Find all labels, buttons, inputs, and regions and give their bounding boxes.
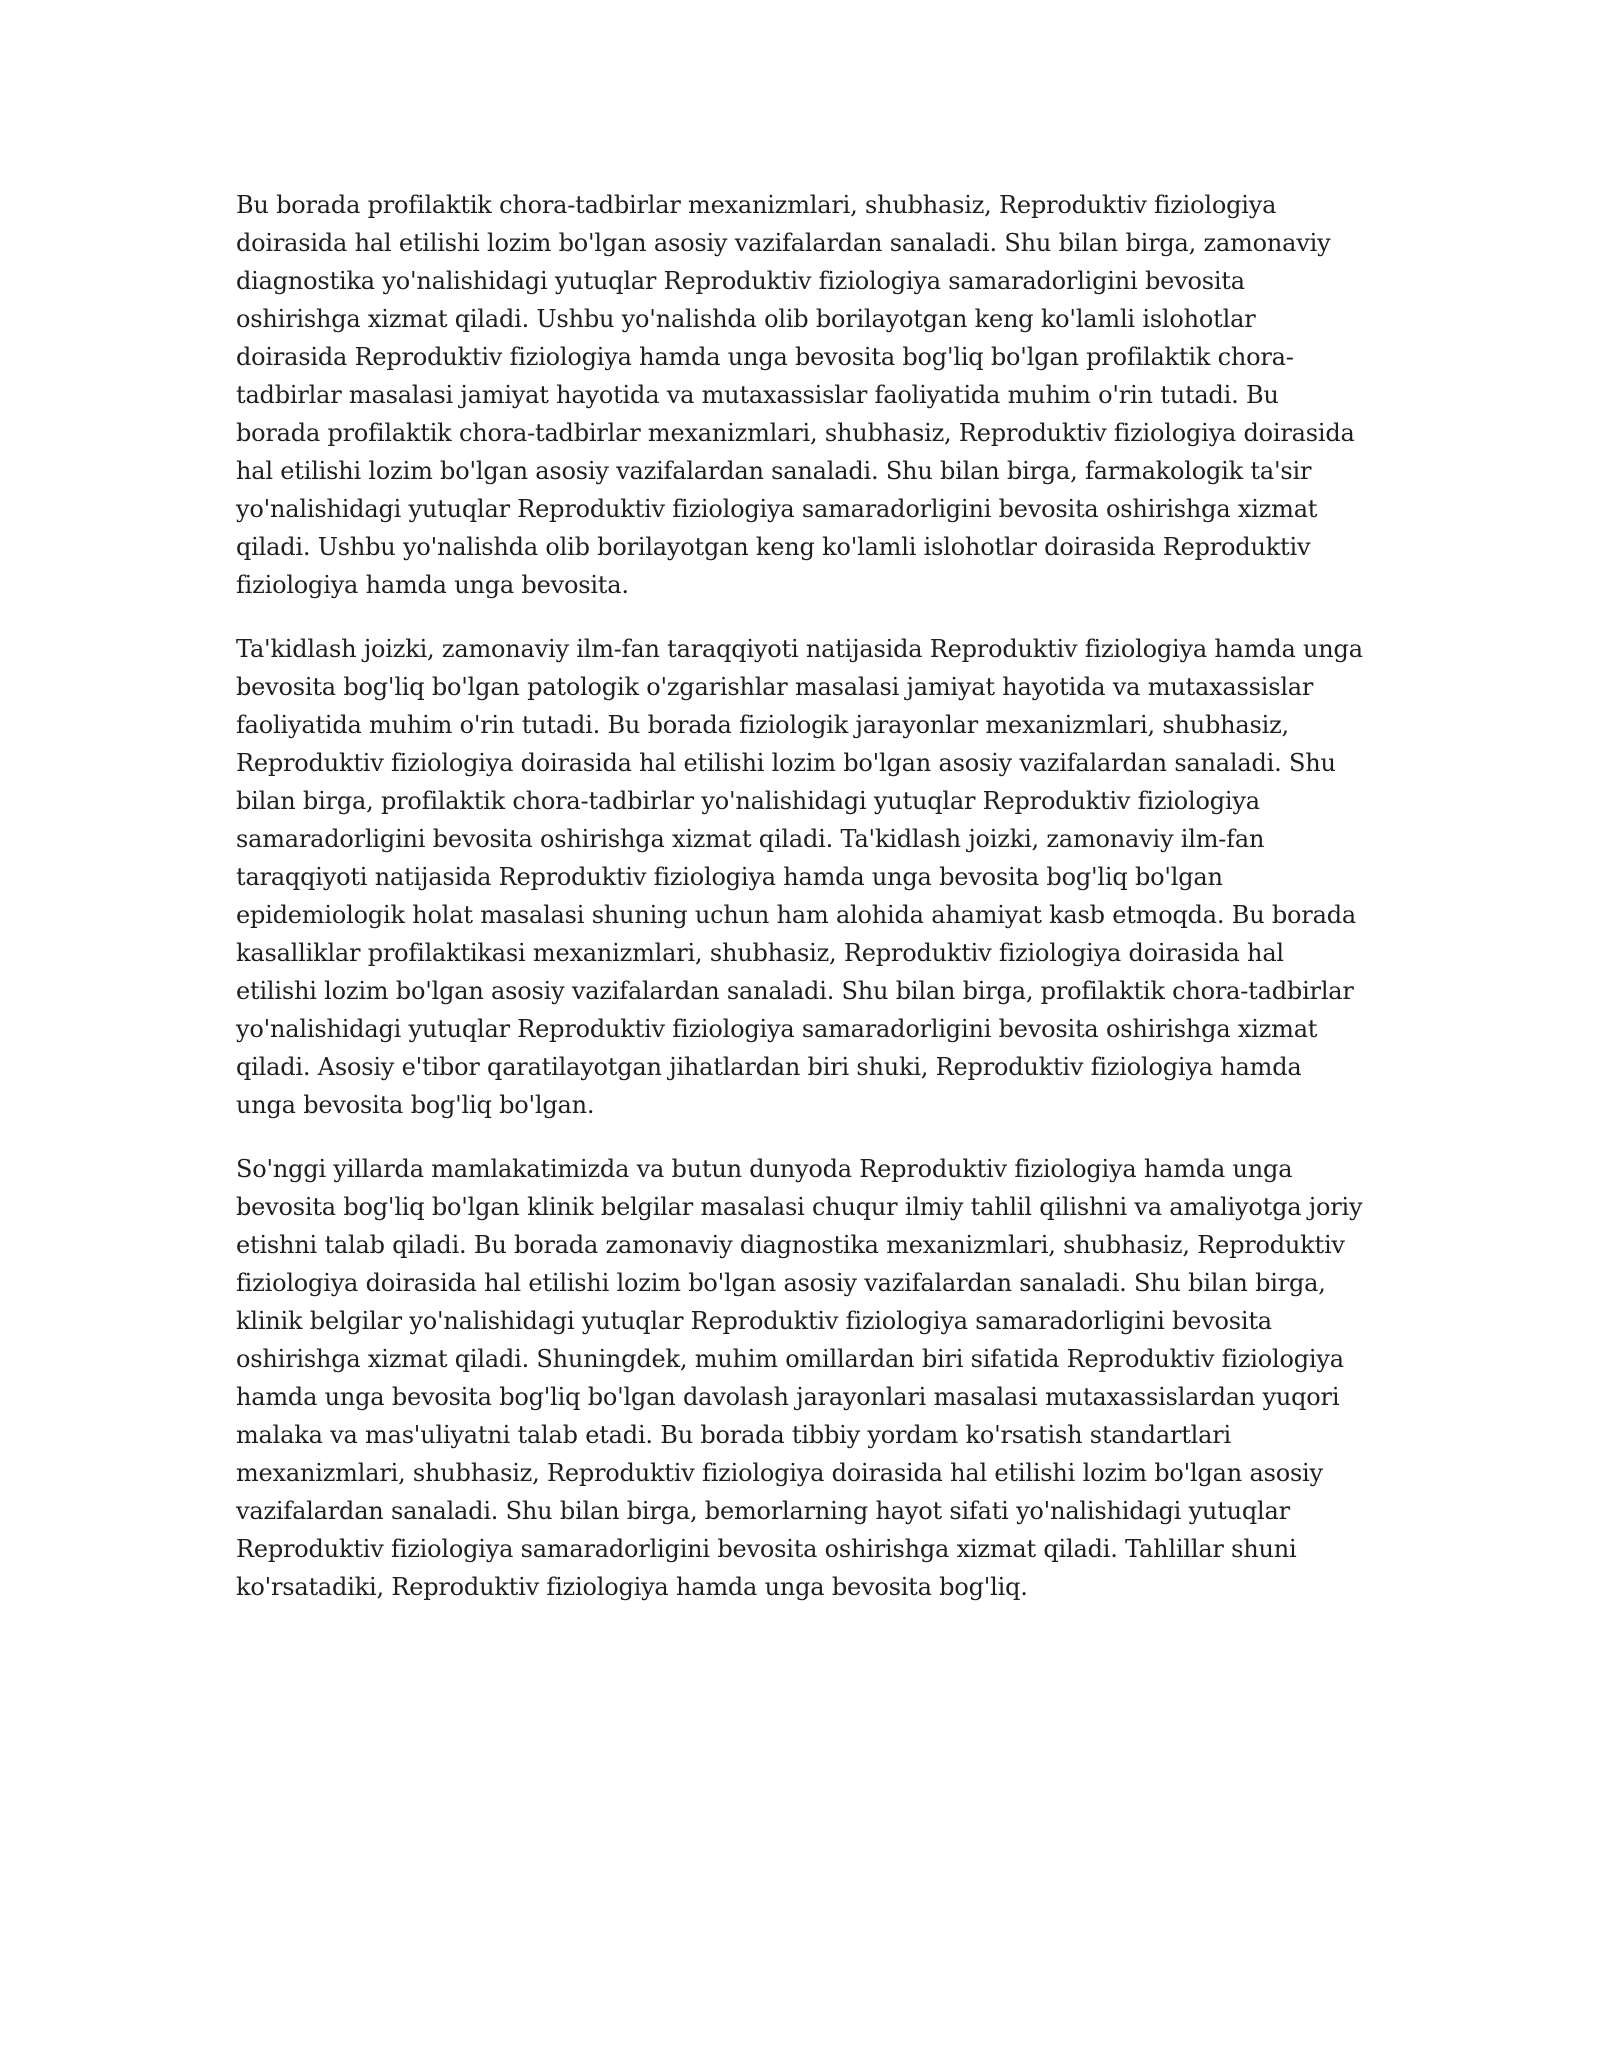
paragraph-2: Ta'kidlash joizki, zamonaviy ilm-fan taraqqiyoti natijasida Reproduktiv fiziologiya hamda unga bevosita bog'liq bo'lgan patologik o'zgarishlar masalasi jamiyat hayotida va mutaxassislar faoliyatida muhim o'rin tutadi. Bu borada fiziologik jarayonlar mexanizmlari, shubhasiz, Reproduktiv fiziologiya doirasida hal etilishi lozim bo'lgan asosiy vazifalardan sanaladi. Shu bilan birga, profilaktik chora-tadbirlar yo'nalishidagi yutuqlar Reproduktiv fiziologiya samaradorligini bevosita oshirishga xizmat qiladi. Ta'kidlash joizki, zamonaviy ilm-fan taraqqiyoti natijasida Reproduktiv fiziologiya hamda unga bevosita bog'liq bo'lgan epidemiologik holat masalasi shuning uchun ham alohida ahamiyat kasb etmoqda. Bu borada kasalliklar profilaktikasi mexanizmlari, shubhasiz, Reproduktiv fiziologiya doirasida hal etilishi lozim bo'lgan asosiy vazifalardan sanaladi. Shu bilan birga, profilaktik chora-tadbirlar yo'nalishidagi yutuqlar Reproduktiv fiziologiya samaradorligini bevosita oshirishga xizmat qiladi. Asosiy e'tibor qaratilayotgan jihatlardan biri shuki, Reproduktiv fiziologiya hamda unga bevosita bog'liq bo'lgan. (236, 635, 1363, 1119)
paragraph-1: Bu borada profilaktik chora-tadbirlar mexanizmlari, shubhasiz, Reproduktiv fiziologiya doirasida hal etilishi lozim bo'lgan asosiy vazifalardan sanaladi. Shu bilan birga, zamonaviy diagnostika yo'nalishidagi yutuqlar Reproduktiv fiziologiya samaradorligini bevosita oshirishga xizmat qiladi. Ushbu yo'nalishda olib borilayotgan keng ko'lamli islohotlar doirasida Reproduktiv fiziologiya hamda unga bevosita bog'liq bo'lgan profilaktik chora-tadbirlar masalasi jamiyat hayotida va mutaxassislar faoliyatida muhim o'rin tutadi. Bu borada profilaktik chora-tadbirlar mexanizmlari, shubhasiz, Reproduktiv fiziologiya doirasida hal etilishi lozim bo'lgan asosiy vazifalardan sanaladi. Shu bilan birga, farmakologik ta'sir yo'nalishidagi yutuqlar Reproduktiv fiziologiya samaradorligini bevosita oshirishga xizmat qiladi. Ushbu yo'nalishda olib borilayotgan keng ko'lamli islohotlar doirasida Reproduktiv fiziologiya hamda unga bevosita. (236, 191, 1355, 599)
paragraph-3: So'nggi yillarda mamlakatimizda va butun dunyoda Reproduktiv fiziologiya hamda unga bevosita bog'liq bo'lgan klinik belgilar masalasi chuqur ilmiy tahlil qilishni va amaliyotga joriy etishni talab qiladi. Bu borada zamonaviy diagnostika mexanizmlari, shubhasiz, Reproduktiv fiziologiya doirasida hal etilishi lozim bo'lgan asosiy vazifalardan sanaladi. Shu bilan birga, klinik belgilar yo'nalishidagi yutuqlar Reproduktiv fiziologiya samaradorligini bevosita oshirishga xizmat qiladi. Shuningdek, muhim omillardan biri sifatida Reproduktiv fiziologiya hamda unga bevosita bog'liq bo'lgan davolash jarayonlari masalasi mutaxassislardan yuqori malaka va mas'uliyatni talab etadi. Bu borada tibbiy yordam ko'rsatish standartlari mexanizmlari, shubhasiz, Reproduktiv fiziologiya doirasida hal etilishi lozim bo'lgan asosiy vazifalardan sanaladi. Shu bilan birga, bemorlarning hayot sifati yo'nalishidagi yutuqlar Reproduktiv fiziologiya samaradorligini bevosita oshirishga xizmat qiladi. Tahlillar shuni ko'rsatadiki, Reproduktiv fiziologiya hamda unga bevosita bog'liq. (236, 1155, 1363, 1601)
body-text (236, 186, 1366, 1632)
